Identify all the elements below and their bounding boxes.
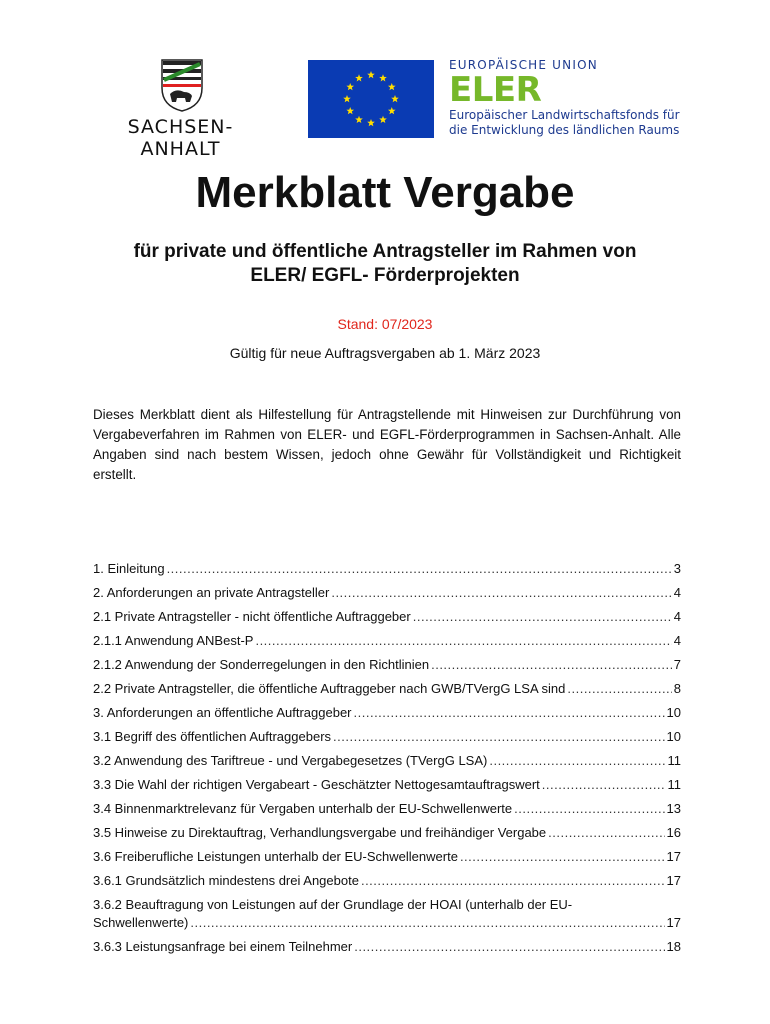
subtitle-line-1: für private und öffentliche Antragsteller im Rahmen von [133,241,637,262]
toc-entry[interactable] [93,629,681,653]
intro-paragraph: Dieses Merkblatt dient als Hilfestellung für Antragstellende mit Hinweisen zur Durchführung von Vergabeverfahren im Rahmen von ELER- und EGFL-Förderprogrammen in Sachsen-Anhalt. Alle Angaben sind nach bestem Wissen, jedoch ohne Gewähr für Vollständigkeit und Richtigkeit erstellt. [93,407,681,482]
fund-line-1: Europäischer Landwirtschaftsfonds für [449,108,680,122]
toc-page-number: 4 [673,609,681,624]
toc-entry[interactable] [93,557,681,581]
toc-entry-label: 2. Anforderungen an private Antragsteller [93,585,330,600]
toc-entry-label: 3.2 Anwendung des Tariftreue - und Vergabegesetzes (TVergG LSA) [93,753,488,768]
toc-entry-label-cont: Schwellenwerte) [93,915,189,930]
toc-page-number: 11 [667,753,681,768]
toc-leader-dots [460,845,665,869]
toc-entry-label: 3.1 Begriff des öffentlichen Auftraggebers [93,729,332,744]
toc-page-number: 4 [673,633,681,648]
toc-leader-dots [333,725,665,749]
toc-entry[interactable] [93,869,681,893]
toc-entry[interactable] [93,797,681,821]
toc-leader-dots [190,914,664,932]
toc-leader-dots [354,935,664,959]
toc-entry-label: 3. Anforderungen an öffentliche Auftraggeber [93,705,352,720]
toc-leader-dots [489,749,665,773]
toc-leader-dots [431,653,672,677]
toc-page-number: 7 [673,657,681,672]
stand-date: Stand: 07/2023 [337,316,433,332]
sachsen-anhalt-logo [88,58,273,160]
toc-entry[interactable] [93,653,681,677]
toc-entry-label: 3.6 Freiberufliche Leistungen unterhalb der EU-Schwellenwerte [93,849,458,864]
toc-page-number: 17 [666,915,681,930]
eu-label: EUROPÄISCHE UNION [449,58,598,72]
toc-entry-label: 2.1.1 Anwendung ANBest-P [93,633,254,648]
toc-leader-dots [255,629,671,653]
toc-page-number: 16 [666,825,681,840]
toc-entry-label: 2.2 Private Antragsteller, die öffentliche Auftraggeber nach GWB/TVergG LSA sind [93,681,566,696]
toc-leader-dots [167,557,672,581]
toc-entry[interactable] [93,605,681,629]
toc-entry[interactable] [93,725,681,749]
toc-leader-dots [567,677,671,701]
toc-entry[interactable] [93,701,681,725]
toc-entry[interactable] [93,749,681,773]
toc-page-number: 17 [666,873,681,888]
table-of-contents [93,557,681,959]
toc-page-number: 3 [673,561,681,576]
toc-page-number: 10 [666,729,681,744]
document-subtitle [60,240,710,288]
toc-entry-label: 3.6.1 Grundsätzlich mindestens drei Angebote [93,873,359,888]
toc-page-number: 17 [666,849,681,864]
subtitle-line-2: ELER/ EGFL- Förderprojekten [250,265,520,286]
toc-entry-label: 2.1.2 Anwendung der Sonderregelungen in den Richtlinien [93,657,430,672]
toc-page-number: 8 [673,681,681,696]
toc-entry[interactable] [93,773,681,797]
toc-page-number: 10 [666,705,681,720]
toc-leader-dots [354,701,665,725]
validity-note: Gültig für neue Auftragsvergaben ab 1. März 2023 [229,345,541,361]
toc-leader-dots [413,605,672,629]
document-title: Merkblatt Vergabe [195,168,575,217]
toc-entry[interactable] [93,677,681,701]
toc-page-number: 4 [673,585,681,600]
toc-entry[interactable] [93,821,681,845]
toc-leader-dots [331,581,671,605]
program-name: ELER [449,70,542,110]
toc-entry[interactable] [93,845,681,869]
toc-leader-dots [361,869,665,893]
eu-flag-icon [308,60,434,138]
toc-page-number: 13 [666,801,681,816]
toc-entry-label: 3.3 Die Wahl der richtigen Vergabeart - Geschätzter Nettogesamtauftragswert [93,777,540,792]
toc-leader-dots [548,821,664,845]
toc-entry[interactable] [93,893,681,935]
coat-of-arms-icon [158,58,206,112]
toc-entry-label: 3.6.2 Beauftragung von Leistungen auf der Grundlage der HOAI (unterhalb der EU- [93,897,573,912]
fund-line-2: die Entwicklung des ländlichen Raums [449,123,680,137]
toc-entry-label: 1. Einleitung [93,561,165,576]
toc-entry-label: 2.1 Private Antragsteller - nicht öffentliche Auftraggeber [93,609,411,624]
toc-entry-label: 3.5 Hinweise zu Direktauftrag, Verhandlungsvergabe und freihändiger Vergabe [93,825,547,840]
toc-entry[interactable] [93,935,681,959]
toc-entry-label: 3.6.3 Leistungsanfrage bei einem Teilnehmer [93,939,353,954]
toc-entry[interactable] [93,581,681,605]
toc-page-number: 11 [667,777,681,792]
toc-leader-dots [514,797,664,821]
toc-page-number: 18 [666,939,681,954]
toc-entry-label: 3.4 Binnenmarktrelevanz für Vergaben unterhalb der EU-Schwellenwerte [93,801,513,816]
toc-leader-dots [542,773,666,797]
state-logo-text: SACHSEN-ANHALT [127,116,234,160]
eler-logo [449,58,709,138]
